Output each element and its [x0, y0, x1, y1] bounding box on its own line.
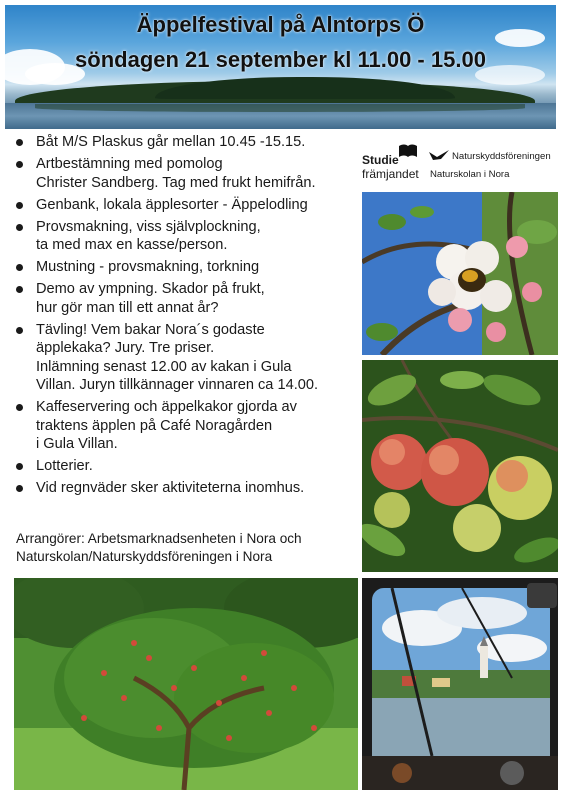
boat-window-photo-icon [362, 578, 558, 790]
program-item-line: Kaffeservering och äppelkakor gjorda av [36, 399, 297, 415]
program-item [14, 280, 359, 317]
program-item-line: traktens äpplen på Café Noragården [36, 417, 273, 434]
organizers-line: Arrangörer: Arbetsmarknadsenheten i Nora och [16, 531, 302, 546]
program-item-line: Tävling! Vem bakar Nora´s godaste [36, 321, 265, 338]
studie-logo-text: Studie [362, 153, 399, 167]
program-item-line: Mustning - provsmakning, torkning [36, 259, 260, 275]
bullet-point [16, 286, 23, 293]
page-title: Äppelfestival på Alntorps Ö [136, 12, 425, 37]
naturskyddsföreningen-logo [428, 147, 558, 183]
program-item-line: ta med max en kasse/person. [36, 237, 228, 253]
bullet-point [16, 202, 23, 209]
book-icon [398, 144, 418, 158]
program-item-line: Lotterier. [36, 458, 93, 474]
program-item [14, 479, 359, 498]
apple-tree-photo-icon [14, 578, 358, 790]
apple-blossom-photo-icon [362, 192, 558, 355]
page-subtitle-date: söndagen 21 september kl 11.00 - 15.00 [75, 47, 486, 72]
bullet-point [16, 327, 23, 334]
island-silhouette [155, 77, 455, 99]
program-item [14, 133, 359, 152]
bullet-point [16, 463, 23, 470]
program-item-line: hur gör man till ett annat år? [36, 299, 219, 316]
program-item-line: Genbank, lokala äpplesorter - Äppelodling [36, 196, 308, 213]
program-item [14, 218, 359, 255]
organizers-text [16, 530, 361, 565]
bullet-point [16, 264, 23, 271]
program-item-line: i Gula Villan. [36, 436, 118, 452]
boat-window-photo [362, 578, 558, 790]
island-reflection [35, 104, 525, 112]
naturskolan-logo-text: Naturskolan i Nora [430, 169, 510, 180]
program-item [14, 196, 359, 215]
bullet-point [16, 139, 23, 146]
bullet-point [16, 404, 23, 411]
bullet-point [16, 224, 23, 231]
apple-tree-photo [14, 578, 358, 790]
bird-icon [428, 149, 450, 163]
program-item [14, 155, 359, 192]
program-item [14, 398, 359, 454]
studiefrämjandet-logo [362, 143, 424, 185]
program-item-line: Provsmakning, viss självplockning, [36, 218, 261, 235]
program-item [14, 258, 359, 277]
bullet-point [16, 485, 23, 492]
bullet-point [16, 161, 23, 168]
organizers-line: Naturskolan/Naturskyddsföreningen i Nora [16, 548, 273, 564]
program-item [14, 457, 359, 476]
naturskydd-logo-text: Naturskyddsföreningen [452, 151, 551, 162]
apples-photo-icon [362, 360, 558, 572]
studie-logo-text: främjandet [362, 167, 419, 181]
apple-blossom-photo [362, 192, 558, 355]
sponsor-logos [362, 143, 558, 185]
program-item-line: Båt M/S Plaskus går mellan 10.45 -15.15. [36, 134, 306, 150]
program-item-line: äpplekaka? Jury. Tre priser. [36, 340, 215, 356]
apples-on-branch-photo [362, 360, 558, 572]
program-item-line: Vid regnväder sker aktiviteterna inomhus. [36, 480, 305, 496]
program-item-line: Demo av ympning. Skador på frukt, [36, 281, 265, 297]
program-item-line: Artbestämning med pomolog [36, 156, 223, 172]
program-item-line: Christer Sandberg. Tag med frukt hemifrån. [36, 174, 316, 191]
program-item [14, 321, 359, 395]
program-list [14, 133, 359, 501]
program-item-line: Inlämning senast 12.00 av kakan i Gula [36, 358, 292, 375]
program-item-line: Villan. Juryn tillkännager vinnaren ca 14.00. [36, 377, 319, 393]
